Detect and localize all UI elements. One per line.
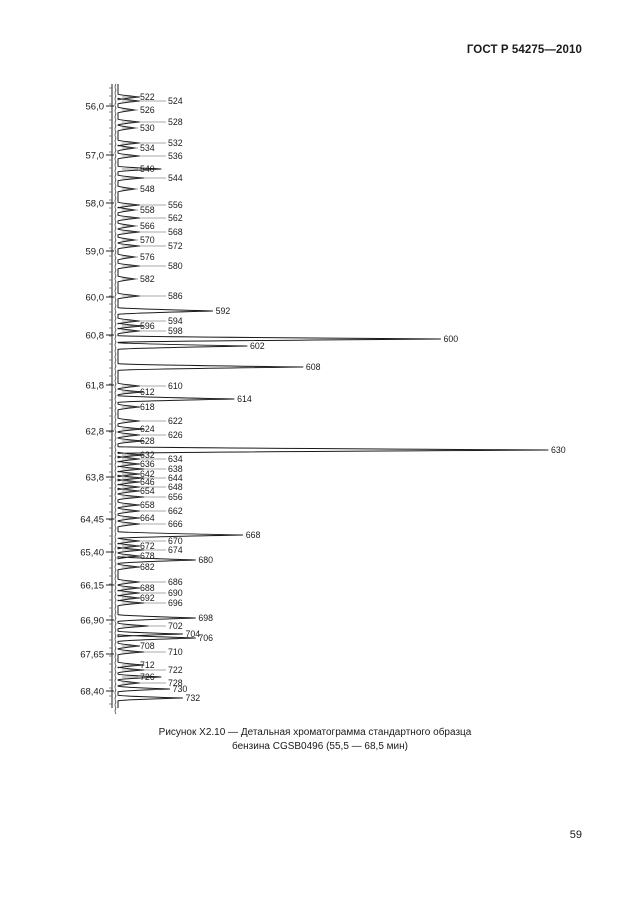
peak-548 — [122, 184, 155, 194]
peak-600 — [444, 334, 459, 344]
peak-label: 602 — [250, 341, 265, 352]
axis-tick-label: 61,8 — [85, 380, 104, 392]
peak-label: 628 — [140, 436, 155, 447]
peak-label: 540 — [140, 164, 155, 175]
peak-label: 728 — [168, 678, 183, 689]
peak-label: 696 — [168, 598, 183, 609]
peak-label: 582 — [140, 274, 155, 285]
axis-tick-label: 64,45 — [80, 514, 104, 526]
peak-530 — [122, 123, 155, 133]
peak-label: 730 — [172, 684, 188, 695]
peak-label: 596 — [140, 321, 155, 332]
peak-label: 586 — [168, 291, 183, 302]
peak-label: 706 — [198, 633, 214, 644]
peak-698 — [198, 613, 213, 623]
peak-label: 704 — [185, 629, 201, 640]
peak-label: 624 — [140, 424, 155, 435]
peak-label: 710 — [168, 647, 183, 658]
caption-line-2: бензина CGSB0496 (55,5 — 68,5 мин) — [231, 741, 408, 752]
peak-label: 522 — [140, 92, 155, 103]
peak-label: 524 — [168, 96, 183, 107]
peak-label: 634 — [168, 454, 183, 465]
peak-726 — [122, 672, 155, 682]
peak-label: 598 — [168, 326, 183, 337]
peak-label: 654 — [140, 486, 155, 497]
peak-540 — [122, 164, 155, 174]
figure-caption — [0, 726, 630, 754]
peak-label: 632 — [140, 450, 155, 461]
peak-680 — [198, 555, 213, 565]
peak-label: 626 — [168, 430, 183, 441]
peak-label: 698 — [198, 613, 214, 624]
axis-tick-label: 66,90 — [80, 615, 104, 627]
peak-544 — [122, 173, 183, 183]
axis-tick-label: 63,8 — [85, 472, 104, 484]
peak-576 — [122, 252, 155, 262]
baseline-wiggle — [115, 84, 116, 714]
peak-706 — [198, 633, 213, 643]
peak-label: 658 — [140, 500, 155, 511]
peak-label: 570 — [140, 235, 155, 246]
peak-602 — [250, 341, 265, 351]
peak-label: 548 — [140, 184, 155, 195]
peak-label: 726 — [140, 672, 155, 683]
peak-label: 610 — [168, 381, 183, 392]
standard-header: ГОСТ Р 54275—2010 — [466, 44, 582, 56]
peak-label: 556 — [168, 200, 183, 211]
page-number: 59 — [569, 829, 582, 841]
peak-label: 670 — [168, 536, 183, 547]
peak-label: 666 — [168, 519, 183, 530]
peak-580 — [122, 261, 183, 271]
peak-label: 642 — [140, 469, 155, 480]
peak-label: 662 — [168, 506, 183, 517]
peak-label: 644 — [168, 473, 183, 484]
peak-label: 536 — [168, 151, 183, 162]
peak-label: 680 — [198, 555, 214, 566]
peak-label: 638 — [168, 464, 183, 475]
peak-label: 568 — [168, 227, 183, 238]
peak-label: 600 — [443, 334, 459, 345]
peak-608 — [306, 362, 321, 372]
peak-label: 592 — [215, 306, 231, 317]
peak-label: 534 — [140, 143, 155, 154]
axis-tick-label: 68,40 — [80, 686, 104, 698]
peak-526 — [122, 105, 155, 115]
peak-label: 532 — [168, 138, 183, 149]
peak-label: 708 — [140, 641, 155, 652]
peak-614 — [237, 394, 252, 404]
peak-label: 702 — [168, 621, 183, 632]
peak-label: 526 — [140, 105, 155, 116]
peak-586 — [122, 291, 183, 301]
peak-630 — [551, 445, 566, 455]
peak-label: 614 — [237, 394, 252, 405]
peak-label: 580 — [168, 261, 183, 272]
peak-566 — [122, 221, 155, 231]
peak-732 — [186, 693, 201, 703]
peak-label: 544 — [168, 173, 183, 184]
axis-tick-label: 56,0 — [85, 101, 104, 113]
peak-label: 678 — [140, 551, 155, 562]
peak-label: 648 — [168, 482, 183, 493]
peak-592 — [216, 306, 231, 316]
peak-label: 692 — [140, 593, 155, 604]
axis-tick-label: 60,8 — [85, 330, 104, 342]
peak-label: 712 — [140, 660, 155, 671]
peak-label: 686 — [168, 577, 183, 588]
peak-570 — [122, 235, 155, 245]
peak-label: 608 — [305, 362, 321, 373]
axis-tick-label: 58,0 — [85, 198, 104, 210]
peak-label: 656 — [168, 492, 183, 503]
peak-702 — [122, 621, 183, 631]
axis-tick-label: 60,0 — [85, 292, 104, 304]
peak-label: 612 — [140, 387, 155, 398]
peak-label: 572 — [168, 241, 183, 252]
peak-label: 630 — [551, 445, 566, 456]
peak-label: 674 — [168, 545, 183, 556]
caption-line-1: Рисунок Х2.10 — Детальная хроматограмма стандартного образца — [158, 727, 472, 738]
peak-668 — [246, 530, 261, 540]
peak-label: 668 — [245, 530, 261, 541]
peak-label: 690 — [168, 588, 183, 599]
axis-tick-label: 66,15 — [80, 580, 104, 592]
peak-label: 528 — [168, 117, 183, 128]
peak-label: 636 — [140, 459, 155, 470]
peak-582 — [122, 274, 155, 284]
axis-tick-label: 57,0 — [85, 150, 104, 162]
peak-label: 562 — [168, 213, 183, 224]
peak-label: 576 — [140, 252, 155, 263]
peak-label: 622 — [168, 416, 183, 427]
axis-tick-label: 67,65 — [80, 649, 104, 661]
peak-label: 672 — [140, 541, 155, 552]
peak-label: 594 — [168, 316, 183, 327]
peak-label: 722 — [168, 665, 183, 676]
peak-label: 566 — [140, 221, 155, 232]
axis-tick-label: 65,40 — [80, 547, 104, 559]
peak-label: 618 — [140, 402, 155, 413]
peak-label: 732 — [185, 693, 201, 704]
axis-tick-label: 59,0 — [85, 246, 104, 258]
peak-label: 646 — [140, 477, 155, 488]
peak-label: 682 — [140, 562, 155, 573]
peak-label: 558 — [140, 205, 155, 216]
peak-label: 530 — [140, 123, 155, 134]
peak-label: 688 — [140, 583, 155, 594]
peak-label: 664 — [140, 513, 155, 524]
axis-tick-label: 62,8 — [85, 426, 104, 438]
